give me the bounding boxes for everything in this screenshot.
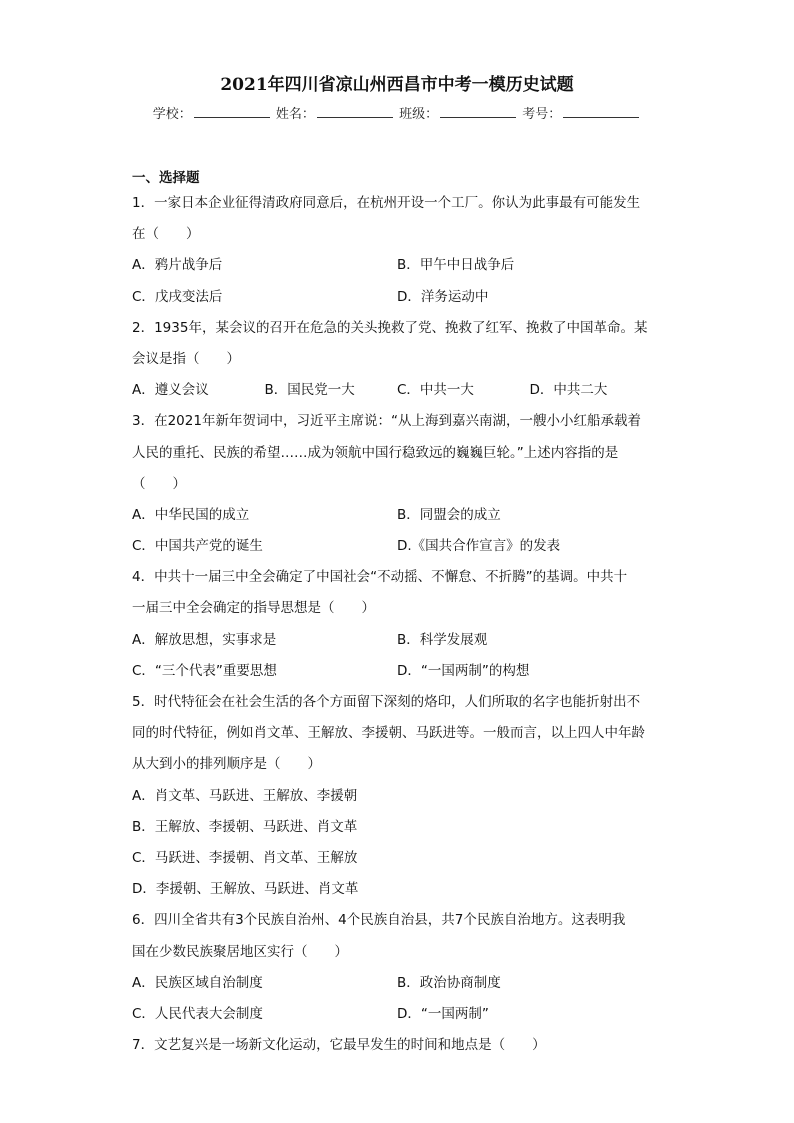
question-stem: 一届三中全会确定的指导思想是（ ） (132, 600, 375, 617)
question-2 (132, 313, 662, 407)
question-3 (132, 406, 662, 562)
option-b: B．甲午中日战争后 (397, 257, 515, 274)
school-label: 学校： (152, 107, 192, 122)
exam-number-blank (563, 105, 639, 118)
option-b: B．政治协商制度 (397, 974, 501, 991)
option-row (132, 625, 662, 656)
exam-number-label: 考号： (522, 107, 562, 122)
question-stem: 7．文艺复兴是一场新文化运动，它最早发生的时间和地点是（ ） (132, 1037, 546, 1054)
option-b: B．王解放、李援朝、马跃进、肖文革 (132, 818, 358, 835)
option-row (132, 282, 662, 313)
option-c: C．中国共产党的诞生 (132, 538, 263, 555)
option-d: D．中共二大 (529, 382, 608, 399)
option-c: C．马跃进、李援朝、肖文革、王解放 (132, 849, 358, 866)
question-list (132, 188, 662, 1061)
question-stem: 从大到小的排列顺序是（ ） (132, 756, 321, 773)
option-a: A．民族区域自治制度 (132, 974, 263, 991)
option-a: A．肖文革、马跃进、王解放、李援朝 (132, 787, 358, 804)
question-1 (132, 188, 662, 313)
option-row (132, 656, 662, 687)
school-blank (194, 105, 270, 118)
question-stem: 3．在2021年新年贺词中，习近平主席说：“从上海到嘉兴南湖，一艘小小红船承载着 (132, 413, 641, 430)
question-stem: 在（ ） (132, 226, 200, 243)
question-7 (132, 1030, 662, 1061)
option-row (132, 500, 662, 531)
option-b: B．国民党一大 (264, 382, 355, 399)
option-row (132, 375, 662, 406)
option-row (132, 999, 662, 1030)
question-stem: 1．一家日本企业征得清政府同意后，在杭州开设一个工厂。你认为此事最有可能发生 (132, 195, 641, 211)
class-blank (440, 105, 516, 118)
option-b: B．同盟会的成立 (397, 506, 501, 523)
question-stem: 人民的重托、民族的希望……成为领航中国行稳致远的巍巍巨轮。”上述内容指的是 (132, 444, 619, 461)
question-5 (132, 687, 662, 905)
exam-title: 2021年四川省凉山州西昌市中考一模历史试题 (220, 75, 574, 95)
question-stem: 会议是指（ ） (132, 350, 240, 367)
question-stem: 国在少数民族聚居地区实行（ ） (132, 943, 348, 960)
question-stem: 同的时代特征，例如肖文革、王解放、李援朝、马跃进等。一般而言，以上四人中年龄 (132, 725, 645, 742)
section-heading: 一、选择题 (132, 170, 200, 186)
class-label: 班级： (399, 107, 439, 122)
option-d: D．“一国两制”的构想 (397, 662, 530, 679)
question-stem: 5．时代特征会在社会生活的各个方面留下深刻的烙印，人们所取的名字也能折射出不 (132, 694, 641, 710)
question-stem: 4．中共十一届三中全会确定了中国社会“不动摇、不懈怠、不折腾”的基调。中共十 (132, 569, 628, 586)
name-blank (317, 105, 393, 118)
option-a: A．中华民国的成立 (132, 506, 250, 523)
option-c: C．“三个代表”重要思想 (132, 662, 277, 679)
option-d: D．“一国两制” (397, 1005, 489, 1022)
option-d: D.《国共合作宣言》的发表 (397, 538, 561, 555)
option-row (132, 250, 662, 281)
option-a: A．解放思想，实事求是 (132, 631, 277, 648)
option-c: C．中共一大 (397, 382, 474, 399)
option-c: C．人民代表大会制度 (132, 1005, 263, 1022)
question-6 (132, 905, 662, 1030)
option-row (132, 531, 662, 562)
name-label: 姓名： (275, 107, 315, 122)
question-4 (132, 562, 662, 687)
option-d: D．李援朝、王解放、马跃进、肖文革 (132, 881, 359, 898)
question-stem: 6．四川全省共有3个民族自治州、4个民族自治县，共7个民族自治地方。这表明我 (132, 912, 626, 929)
question-stem: 2．1935年，某会议的召开在危急的关头挽救了党、挽救了红军、挽救了中国革命。某 (132, 319, 648, 336)
option-row (132, 968, 662, 999)
option-a: A．遵义会议 (132, 382, 209, 399)
question-stem: （ ） (132, 475, 186, 492)
student-info-line (0, 103, 794, 122)
option-a: A．鸦片战争后 (132, 257, 223, 274)
option-c: C．戊戌变法后 (132, 288, 223, 305)
option-b: B．科学发展观 (397, 631, 488, 648)
option-d: D．洋务运动中 (397, 288, 489, 305)
